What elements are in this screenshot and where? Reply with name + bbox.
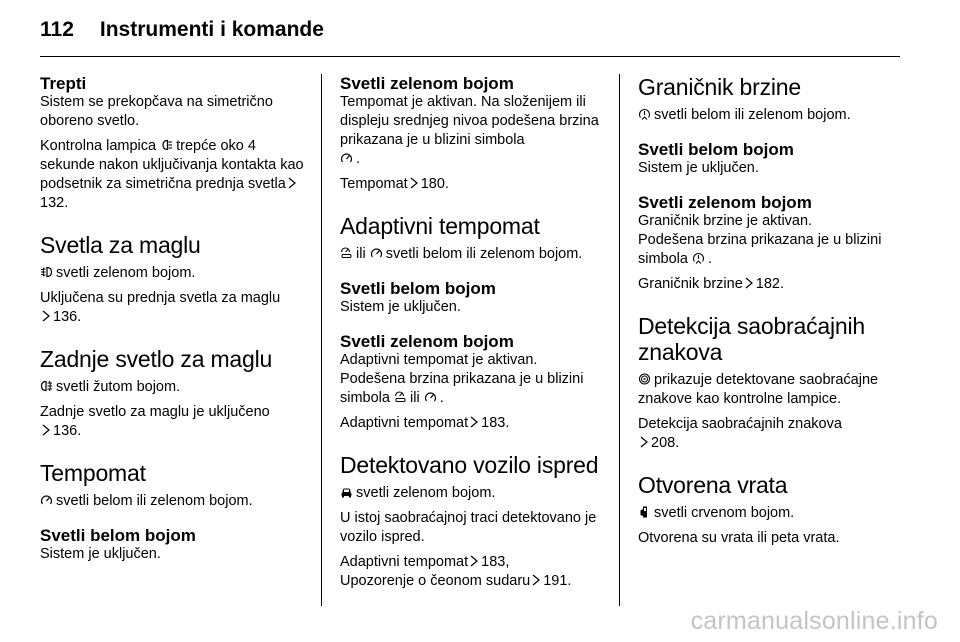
- adaptive-cruise-icon: [394, 390, 407, 404]
- heading-granicnik-brzine: Graničnik brzine: [638, 74, 801, 100]
- subheading-svetli-zelenom: Svetli zelenom bojom: [638, 193, 812, 212]
- heading-trepti: Trepti: [40, 74, 87, 93]
- subheading-svetli-belom: Svetli belom bojom: [638, 140, 794, 159]
- page-header: [40, 18, 324, 42]
- door-open-icon: [638, 505, 651, 519]
- column-divider-1: [321, 74, 322, 606]
- heading-tempomat: Tempomat: [40, 460, 146, 486]
- page-reference-icon: [288, 177, 296, 189]
- paragraph: Graničnik brzine je aktivan.: [638, 213, 813, 229]
- heading-svetla-za-maglu: Svetla za maglu: [40, 232, 201, 258]
- paragraph: ili svetli belom ili zelenom bojom.: [340, 245, 604, 264]
- cruise-control-icon: [40, 493, 53, 507]
- page-number: 112: [40, 18, 74, 41]
- page-reference-icon: [640, 436, 648, 448]
- cruise-control-icon: [424, 390, 437, 404]
- front-fog-light-icon: [40, 265, 53, 279]
- cruise-control-icon: [340, 151, 353, 165]
- heading-otvorena-vrata: Otvorena vrata: [638, 472, 788, 498]
- paragraph: Adaptivni tempomat je aktivan.: [340, 352, 538, 368]
- paragraph: svetli žutom bojom.: [40, 378, 304, 397]
- symmetric-beam-icon: [160, 138, 173, 152]
- paragraph: Otvorena su vrata ili peta vrata.: [638, 530, 840, 546]
- vehicle-ahead-icon: [340, 485, 353, 499]
- paragraph: Graničnik brzine 182.: [638, 276, 784, 292]
- subheading-svetli-belom: Svetli belom bojom: [40, 526, 196, 545]
- page-reference-icon: [42, 424, 50, 436]
- subheading-svetli-zelenom: Svetli zelenom bojom: [340, 74, 514, 93]
- paragraph: Kontrolna lampica trepće oko 4 sekunde nakon uključivanja kontakta kao podsetnik za simetrična prednja svetla 132.: [40, 138, 304, 211]
- page-reference-icon: [470, 555, 478, 567]
- paragraph: Sistem je uključen.: [40, 546, 161, 562]
- heading-zadnje-svetlo-za-maglu: Zadnje svetlo za maglu: [40, 346, 273, 372]
- column-1: [40, 74, 304, 564]
- heading-detekcija-saobracajnih-znakova: Detekcija saobraćajnih znakova: [638, 313, 866, 365]
- paragraph: Adaptivni tempomat 183, Upozorenje o čeonom sudaru 191.: [340, 554, 572, 589]
- heading-adaptivni-tempomat: Adaptivni tempomat: [340, 213, 540, 239]
- column-2: [340, 74, 604, 591]
- paragraph: svetli crvenom bojom.: [638, 504, 902, 523]
- paragraph: Adaptivni tempomat 183.: [340, 415, 510, 431]
- speed-limiter-icon: [692, 251, 705, 265]
- subheading-svetli-zelenom: Svetli zelenom bojom: [340, 332, 514, 351]
- heading-detektovano-vozilo: Detektovano vozilo ispred: [340, 452, 599, 478]
- paragraph: Uključena su prednja svetla za maglu 136.: [40, 290, 281, 325]
- paragraph: U istoj saobraćajnoj traci detektovano je vozilo ispred.: [340, 510, 597, 545]
- cruise-control-icon: [370, 246, 383, 260]
- page-reference-icon: [42, 310, 50, 322]
- page-reference-icon: [410, 177, 418, 189]
- paragraph: prikazuje detektovane saobraćajne znakove kao kontrolne lampice.: [638, 372, 879, 407]
- subheading-svetli-belom: Svetli belom bojom: [340, 279, 496, 298]
- column-divider-2: [619, 74, 620, 606]
- traffic-sign-icon: [638, 372, 651, 386]
- paragraph: svetli zelenom bojom.: [40, 264, 304, 283]
- header-divider: [40, 56, 900, 57]
- paragraph: svetli belom ili zelenom bojom.: [40, 492, 304, 511]
- watermark: carmanualsonline.info: [690, 607, 938, 635]
- column-3: [638, 74, 902, 548]
- paragraph: Zadnje svetlo za maglu je uključeno 136.: [40, 404, 270, 439]
- paragraph: Podešena brzina prikazana je u blizini simbola ili .: [340, 371, 584, 406]
- paragraph: Tempomat 180.: [340, 176, 449, 192]
- speed-limiter-icon: [638, 107, 651, 121]
- paragraph: Tempomat je aktivan. Na složenijem ili displeju srednjeg nivoa podešena brzina prikazana je u blizini simbola .: [340, 94, 599, 167]
- paragraph: Sistem se prekopčava na simetrično oboreno svetlo.: [40, 94, 273, 129]
- paragraph: svetli belom ili zelenom bojom.: [638, 106, 902, 125]
- page-reference-icon: [745, 277, 753, 289]
- adaptive-cruise-icon: [340, 246, 353, 260]
- paragraph: svetli zelenom bojom.: [340, 484, 604, 503]
- paragraph: Sistem je uključen.: [340, 299, 461, 315]
- paragraph: Podešena brzina prikazana je u blizini simbola .: [638, 232, 882, 267]
- paragraph: Detekcija saobraćajnih znakova 208.: [638, 416, 842, 451]
- paragraph: Sistem je uključen.: [638, 160, 759, 176]
- page-reference-icon: [470, 416, 478, 428]
- rear-fog-light-icon: [40, 379, 53, 393]
- page-reference-icon: [532, 574, 540, 586]
- section-title: Instrumenti i komande: [99, 18, 324, 41]
